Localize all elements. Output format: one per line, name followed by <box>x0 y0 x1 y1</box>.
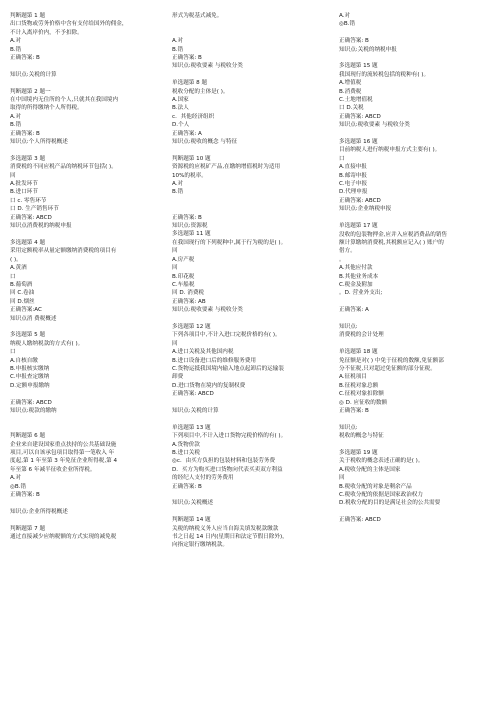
text-line: B.错 <box>172 46 184 53</box>
text-line: 知识点:企业纳税申报 <box>339 206 392 213</box>
text-line: 口 <box>339 155 345 162</box>
text-line: 正确答案: B <box>339 38 369 45</box>
text-line: 判断题第 7 题 <box>10 525 46 532</box>
text-line: 借方。 <box>339 248 356 255</box>
text-line: 税收分配的主体是( )。 <box>172 88 229 95</box>
text-line: 判断题第 14 题 <box>172 517 211 524</box>
text-line: C.申报查定缴纳 <box>10 374 50 381</box>
text-line: 向指定银行缴纳税款。 <box>172 542 228 549</box>
blank-line <box>10 390 160 398</box>
text-line: 知识点:关税概述 <box>172 500 214 507</box>
text-line: C.土地增值税 <box>339 97 373 104</box>
text-line: 多选题第 4 题 <box>10 239 46 246</box>
text-line: 回 <box>10 172 16 179</box>
text-line: 没收的包装物押金,应并入应税消费品的销售 <box>339 231 448 238</box>
text-line: A.对 <box>172 181 184 188</box>
text-line: 免征额是对( ) 中免于征税的数额,免征额部 <box>339 357 444 364</box>
text-line: B.错 <box>172 189 184 196</box>
text-line: 关于税收的概念表述正确的是( )。 <box>339 458 424 465</box>
text-line: ◎c．由买方负担的包装材料和包装劳务费 <box>172 458 276 465</box>
text-line: 知识点消费税的纳税申报 <box>10 223 72 230</box>
text-line: 在我国现行的下列税种中,属于行为税的是( )。 <box>172 239 287 246</box>
blank-line <box>172 491 330 499</box>
text-line: 回 <box>172 340 178 347</box>
text-line: 度起,第 1 年至第 3 年免征企业所得税,第 4 <box>10 458 118 465</box>
text-line: A.对 <box>10 113 22 120</box>
text-line: 目前纳税人进行纳税申报方式主要有( )。 <box>339 147 441 154</box>
text-line: 知识点:关税的纳税申报 <box>339 46 397 53</box>
text-line: ( )。 <box>10 256 22 263</box>
text-line: A.直接申报 <box>339 164 367 171</box>
text-line: B.税收分配的对象是剩余产品 <box>339 483 412 490</box>
text-line: D.税收分配的目的是满足社会的公共需要 <box>339 500 441 507</box>
text-line: 正确答案: ABCD <box>339 517 381 524</box>
text-line: 知识点消 费税概述 <box>10 315 57 322</box>
text-line: 不计入离岸价内，不予扣除。 <box>10 29 83 36</box>
text-line: 多选题第 5 题 <box>10 332 46 339</box>
blank-line <box>10 424 160 432</box>
text-line: 的经纪人支付的劳务费用 <box>172 475 234 482</box>
blank-line <box>339 54 491 62</box>
text-line: A.国家 <box>172 97 189 104</box>
text-line: 正确答案: A <box>172 130 202 137</box>
blank-line <box>172 399 330 407</box>
text-line: 正确答案: ABCD <box>339 113 381 120</box>
blank-line <box>339 415 491 423</box>
text-line: A.增值税 <box>339 80 362 87</box>
text-line: B.征税对象总额 <box>339 382 379 389</box>
text-line: 正确答案: B <box>172 483 202 490</box>
text-line: 知识点:税款的缴纳 <box>10 408 57 414</box>
text-line: 正确答案: B <box>10 130 40 137</box>
blank-line <box>339 508 491 516</box>
text-line: 正确答案: A <box>339 307 369 314</box>
text-line: 正确答案:AC <box>10 307 42 314</box>
text-line: 在中国境内无住所的个人,只就其在我国境内 <box>10 97 119 104</box>
text-line: B.消费税 <box>339 88 362 95</box>
text-line: ◎B.错 <box>10 483 27 490</box>
text-line: A.其他应付款 <box>339 265 373 272</box>
text-line: 正确答案: B <box>172 55 202 61</box>
text-line: C.征税对象扣除额 <box>339 391 384 398</box>
column-right <box>339 12 491 525</box>
text-line: 书之日起 14 日内(星期日和法定节假日除外)， <box>172 534 288 541</box>
text-line: 正确答案: AB <box>172 298 206 305</box>
text-line: 知识点:税收要素 与税收分类 <box>339 122 410 129</box>
blank-line <box>172 71 330 79</box>
blank-line <box>339 29 491 37</box>
text-line: ◎ D. 应征收的数额 <box>339 399 388 406</box>
text-line: C.税金及附加 <box>339 281 373 288</box>
text-line: 知识点:关税的计算 <box>172 407 219 414</box>
text-line: A.批发环节 <box>10 181 38 188</box>
text-line: 知识点:企业所得税概述 <box>10 508 68 515</box>
text-line: 取得的所得缴纳个人所得税。 <box>10 105 83 112</box>
text-line: ◎B.错 <box>339 21 356 28</box>
text-line: 卸费 <box>172 374 184 381</box>
blank-line <box>172 20 330 28</box>
text-line: D.代理申报 <box>339 189 368 196</box>
text-line: 判断题第 10 题 <box>172 155 211 162</box>
text-line: A.黄酒 <box>10 265 27 272</box>
text-line: 多选题第 11 题 <box>172 231 211 238</box>
text-line: A.征税项目 <box>339 374 367 381</box>
text-line: 额计算缴纳消费税,其税额应记入( ) 账户的 <box>339 239 444 246</box>
text-line: A.自核自缴 <box>10 357 38 364</box>
blank-line <box>10 62 160 70</box>
text-line: 知识点: <box>339 323 358 330</box>
blank-line <box>10 323 160 331</box>
text-line: B.错 <box>10 122 22 129</box>
text-line: 多选题第 16 题 <box>339 139 378 146</box>
text-line: 回 D.烟丝 <box>10 298 35 305</box>
text-line: 税收的概念与特征 <box>339 433 384 440</box>
blank-line <box>10 499 160 507</box>
text-line: 单选题第 17 题 <box>339 223 378 230</box>
text-line: C.电子申报 <box>339 181 368 188</box>
blank-line <box>339 340 491 348</box>
text-line: 消费税的不同应税产品的纳税环节包括( )。 <box>10 164 117 171</box>
text-line: 知识点: <box>339 424 358 431</box>
blank-line <box>172 315 330 323</box>
text-line: 正确答案: B <box>10 55 40 62</box>
text-line: 知识点:资源税 <box>172 223 208 230</box>
text-line: B.进口设备进口后的维修服务费用 <box>172 357 256 364</box>
text-line: c．其他经济组织 <box>172 113 215 120</box>
text-line: B.进口关税 <box>172 449 200 456</box>
text-line: 口 <box>10 273 16 280</box>
text-line: 正确答案: B <box>172 214 202 221</box>
text-line: 口 D.关税 <box>339 105 364 112</box>
blank-line <box>172 205 330 213</box>
text-line: B.邮寄申报 <box>339 172 367 179</box>
text-line: B.错 <box>10 46 22 53</box>
text-line: 下列各项目中,不计入进口完税价格的有( )。 <box>172 332 281 339</box>
text-line: A.对 <box>10 475 22 482</box>
text-line: 知识点:关税的计算 <box>10 71 57 78</box>
text-line: 口 <box>10 349 16 356</box>
text-line: 判断题第 6 题 <box>10 433 46 440</box>
text-line: 口 D. 生产销售环节 <box>10 206 59 213</box>
blank-line <box>10 415 160 423</box>
blank-line <box>10 146 160 154</box>
text-line: 判断题第 1 题 <box>10 13 46 19</box>
text-line: 正确答案: ABCD <box>339 197 381 204</box>
text-line: A.对 <box>10 38 22 45</box>
blank-line <box>172 415 330 423</box>
column-left <box>10 12 160 541</box>
blank-line <box>339 441 491 449</box>
text-line: D.定额申报缴纳 <box>10 382 50 389</box>
blank-line <box>172 197 330 205</box>
text-line: 判断题第 2 题一 <box>10 88 51 95</box>
text-line: A.对 <box>172 38 184 45</box>
blank-line <box>339 315 491 323</box>
blank-line <box>339 214 491 222</box>
blank-line <box>339 298 491 306</box>
text-line: 项目,可以自该承包项目取得第一笔收入 年 <box>10 450 115 456</box>
text-line: 分不征税,只对超过免征额的部分征税。 <box>339 365 436 372</box>
text-line: 单选题第 18 题 <box>339 349 378 356</box>
text-line: 年至第 6 年减半征收企业所得税。 <box>10 466 96 473</box>
text-line: 企业来自建设国家重点扶持的公共基础设施 <box>10 441 117 448</box>
blank-line <box>10 516 160 524</box>
text-line: 多选题第 15 题 <box>339 63 378 70</box>
text-line: 回 <box>172 265 178 272</box>
text-line: 正确答案: B <box>10 492 40 499</box>
blank-line <box>172 508 330 516</box>
text-line: 形式为税基式减免。 <box>172 13 223 19</box>
blank-line <box>339 130 491 138</box>
text-line: 单选题第 13 题 <box>172 424 211 431</box>
text-line: C.车船税 <box>172 281 195 288</box>
text-line: 。 <box>339 256 345 263</box>
text-line: B.葡萄酒 <box>10 281 33 288</box>
text-line: 知识点:税收要素 与税收分类 <box>172 63 243 70</box>
text-line: 正确答案: B <box>339 407 369 414</box>
text-line: A.税收分配的主体是国家 <box>339 466 401 473</box>
text-line: 知识点:个人所得税概述 <box>10 139 68 146</box>
text-line: 出口货物或劳务价格中含有支付给国外的佣金， <box>10 21 128 28</box>
text-line: D.个人 <box>172 122 190 129</box>
blank-line <box>172 146 330 154</box>
text-line: A.房产税 <box>172 256 195 263</box>
column-middle <box>172 12 330 550</box>
text-line: 采用定额税率从量定额缴纳消费税的项目有 <box>10 248 117 255</box>
text-line: B.印花税 <box>172 273 195 280</box>
text-line: 回 C.卷油 <box>10 290 35 297</box>
text-line: 口 c. 零售环节 <box>10 197 47 204</box>
blank-line <box>10 231 160 239</box>
text-line: A.货物价款 <box>172 441 200 448</box>
text-line: 多选题第 19 题 <box>339 449 378 456</box>
text-line: 单选题第 8 题 <box>172 80 208 87</box>
text-line: 回 <box>172 248 178 255</box>
text-line: B.其他业务成本 <box>339 273 379 280</box>
text-line: 知识点:税收的概念 与特征 <box>172 139 238 146</box>
text-line: 资源税的应税矿产品,在缴纳增值税时为适用 <box>172 164 281 171</box>
text-line: B.申报核实缴纳 <box>10 365 50 372</box>
text-line: 我国现行的流转税包括的税种有( )。 <box>339 71 430 78</box>
text-line: C.货物运抵我国境内输入地点起卸后的运输装 <box>172 365 284 372</box>
text-line: 正确答案: ABCD <box>10 399 52 406</box>
blank-line <box>10 79 160 87</box>
text-line: 通过直接减少应纳税额的方式实现的减免税 <box>10 534 117 541</box>
text-line: 正确答案: ABCD <box>172 391 214 398</box>
text-line: 。D. 营业外支出; <box>339 290 383 297</box>
text-line: 下列项目中,不计入进口货物完税价格的有( )。 <box>172 433 287 440</box>
text-line: D．买方为购买进口货物向代表买卖双方利益 <box>172 466 283 473</box>
text-line: 多选题第 12 题 <box>172 323 211 330</box>
text-line: 多选题第 3 题 <box>10 155 46 162</box>
text-line: A.对 <box>339 13 351 19</box>
blank-line <box>172 29 330 37</box>
text-line: A.进口关税及其他国内税 <box>172 349 234 356</box>
text-line: 消费税的会计处理 <box>339 332 384 339</box>
text-line: B.进口环节 <box>10 189 38 196</box>
text-line: 10%的税率。 <box>172 172 207 179</box>
text-line: 关税的纳税义务人应当自海关填发税款缴款 <box>172 525 279 532</box>
text-line: 纳税人缴纳税款的方式有( )。 <box>10 340 84 347</box>
text-line: 正确答案: ABCD <box>10 214 52 221</box>
text-line: C.税收分配的依据是国家政治权力 <box>339 492 423 499</box>
text-line: 回 <box>339 475 345 482</box>
text-line: 回 D. 消费税 <box>172 290 205 297</box>
text-line: B.法人 <box>172 105 189 112</box>
text-line: D.进口货物在境内的复制权费 <box>172 382 246 389</box>
text-line: 知识点:税收要素 与税收分类 <box>172 307 243 314</box>
